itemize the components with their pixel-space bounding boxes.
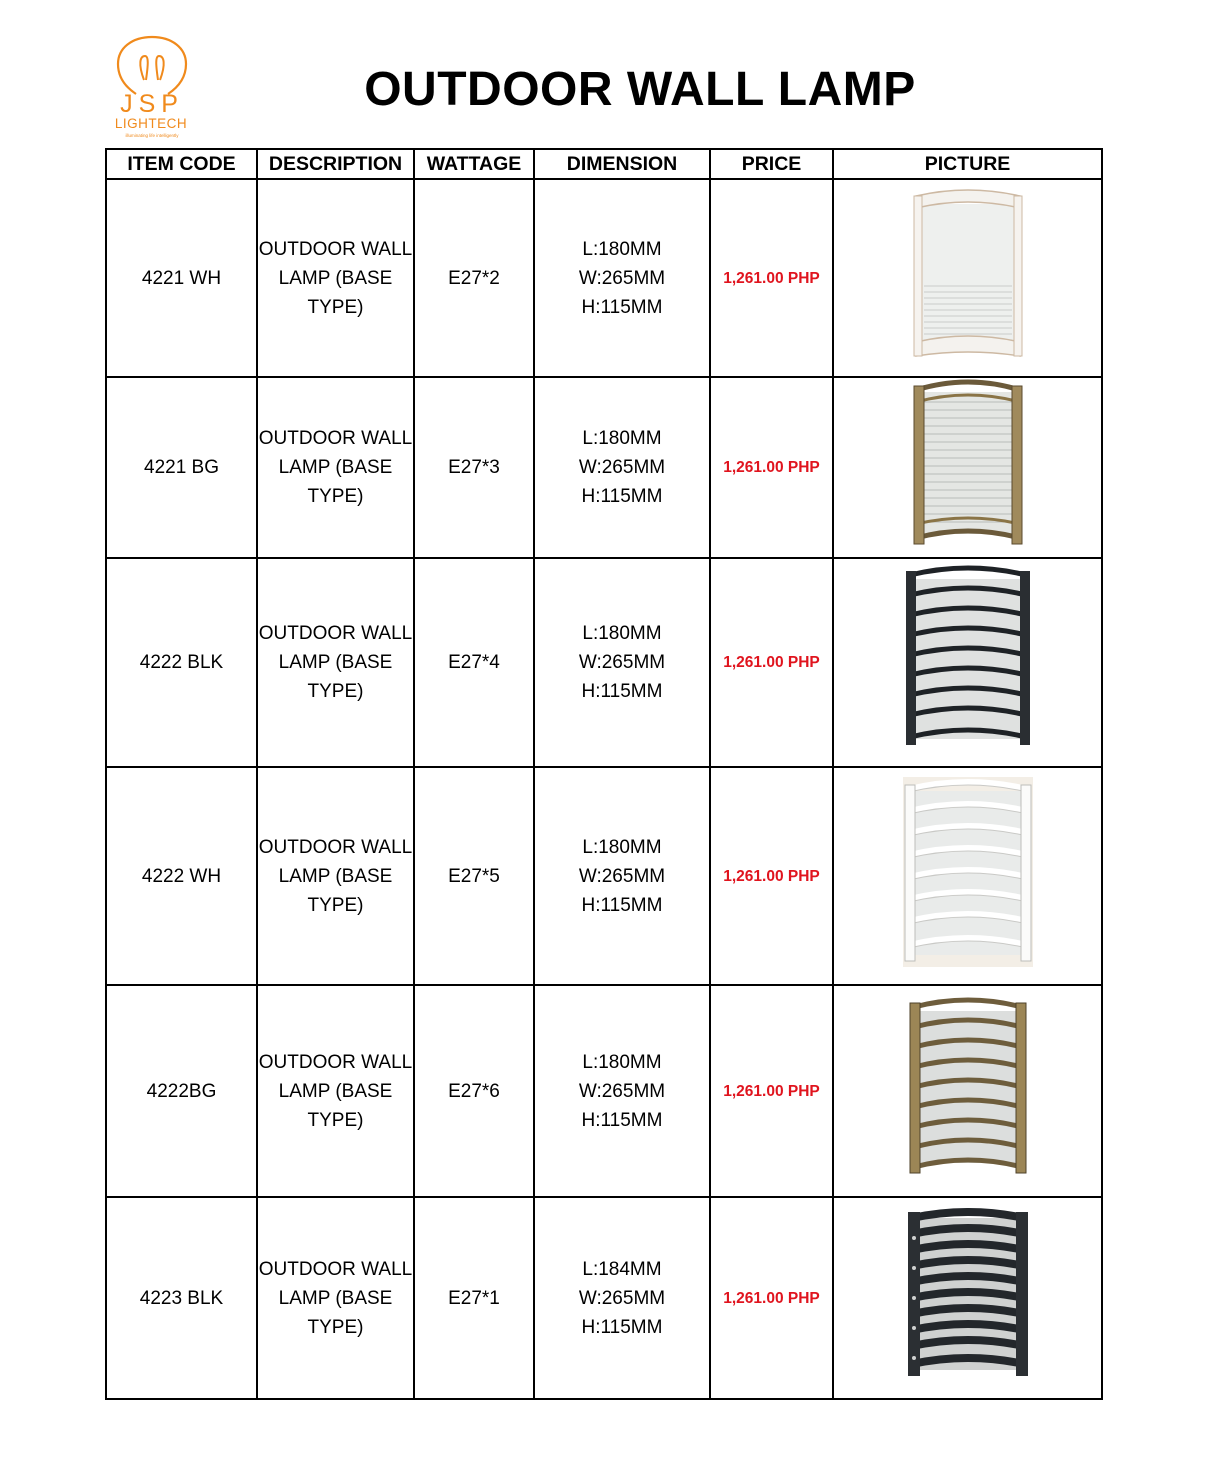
description-line: LAMP (BASE: [278, 652, 393, 673]
wattage: E27*2: [414, 179, 534, 377]
description-line: OUTDOOR WALL: [258, 1258, 413, 1280]
wattage: E27*5: [414, 767, 534, 985]
picture: [833, 179, 1102, 377]
dimension-length: L:180MM: [582, 623, 662, 644]
dimension-height: H:115MM: [581, 681, 663, 702]
picture: [833, 558, 1102, 767]
lamp-white-frame-image: [910, 186, 1026, 362]
header-item-code: ITEM CODE: [106, 149, 257, 179]
table-row: [106, 985, 1102, 1197]
table-row: [106, 179, 1102, 377]
description-line: OUTDOOR WALL: [258, 623, 413, 644]
description-line: OUTDOOR WALL: [258, 1051, 413, 1073]
item-code: 4221 BG: [106, 377, 257, 558]
price: 1,261.00 PHP: [710, 985, 833, 1197]
dimension-length: L:180MM: [582, 428, 662, 449]
brand-name: LIGHTECH: [114, 116, 188, 131]
dimension-length: L:180MM: [582, 238, 662, 260]
description-line: LAMP (BASE: [278, 1287, 393, 1309]
wattage: E27*1: [414, 1197, 534, 1399]
dimension-length: L:180MM: [582, 836, 662, 858]
dimension: [534, 767, 710, 985]
header-price: PRICE: [710, 149, 833, 179]
description-line: LAMP (BASE: [278, 457, 393, 478]
dimension: [534, 377, 710, 558]
price: 1,261.00 PHP: [710, 767, 833, 985]
description-line: TYPE): [307, 296, 364, 318]
dimension: [534, 179, 710, 377]
lamp-bronze-cage-image: [908, 997, 1028, 1177]
description-line: LAMP (BASE: [278, 865, 393, 887]
header-picture: PICTURE: [833, 149, 1102, 179]
description: [257, 377, 414, 558]
item-code: 4222 BLK: [106, 558, 257, 767]
item-code: 4222BG: [106, 985, 257, 1197]
table-row: [106, 377, 1102, 558]
description-line: TYPE): [307, 1109, 364, 1131]
header-description: DESCRIPTION: [257, 149, 414, 179]
description-line: TYPE): [307, 1316, 364, 1338]
description: [257, 767, 414, 985]
description: [257, 558, 414, 767]
picture: [833, 377, 1102, 558]
table-header-row: [106, 149, 1102, 179]
description-line: OUTDOOR WALL: [258, 428, 413, 449]
wattage: E27*3: [414, 377, 534, 558]
dimension-width: W:265MM: [578, 652, 666, 673]
lamp-black-cage-image: [904, 565, 1032, 751]
bulb-logo-icon: [106, 34, 198, 118]
svg-text:JSP: JSP: [120, 90, 184, 118]
description: [257, 179, 414, 377]
dimension-width: W:265MM: [578, 865, 666, 887]
picture: [833, 767, 1102, 985]
dimension-length: L:184MM: [582, 1258, 662, 1280]
description-line: LAMP (BASE: [278, 267, 393, 289]
product-table: [105, 148, 1103, 1400]
wattage: E27*6: [414, 985, 534, 1197]
dimension: [534, 558, 710, 767]
price: 1,261.00 PHP: [710, 179, 833, 377]
lamp-bronze-frame-image: [912, 378, 1024, 548]
price: 1,261.00 PHP: [710, 377, 833, 558]
dimension-width: W:265MM: [578, 1080, 666, 1102]
item-code: 4223 BLK: [106, 1197, 257, 1399]
lamp-white-cage-image: [903, 777, 1033, 967]
header-dimension: DIMENSION: [534, 149, 710, 179]
brand-tagline: illuminating life intelligently: [125, 133, 179, 138]
item-code: 4222 WH: [106, 767, 257, 985]
dimension-height: H:115MM: [581, 296, 663, 318]
description-line: LAMP (BASE: [278, 1080, 393, 1102]
item-code: 4221 WH: [106, 179, 257, 377]
dimension-height: H:115MM: [581, 1316, 663, 1338]
dimension-height: H:115MM: [581, 1109, 663, 1131]
wattage: E27*4: [414, 558, 534, 767]
picture: [833, 1197, 1102, 1399]
description: [257, 985, 414, 1197]
brand-logo: [106, 34, 198, 138]
dimension-width: W:265MM: [578, 1287, 666, 1309]
lamp-black-full-cage-image: [906, 1208, 1030, 1380]
price: 1,261.00 PHP: [710, 558, 833, 767]
dimension: [534, 1197, 710, 1399]
dimension-width: W:265MM: [578, 267, 666, 289]
dimension-height: H:115MM: [581, 894, 663, 916]
price: 1,261.00 PHP: [710, 1197, 833, 1399]
header-wattage: WATTAGE: [414, 149, 534, 179]
description: [257, 1197, 414, 1399]
dimension-length: L:180MM: [582, 1051, 662, 1073]
description-line: TYPE): [307, 681, 364, 702]
table-row: [106, 767, 1102, 985]
description-line: OUTDOOR WALL: [258, 836, 413, 858]
picture: [833, 985, 1102, 1197]
dimension: [534, 985, 710, 1197]
table-row: [106, 1197, 1102, 1399]
description-line: OUTDOOR WALL: [258, 238, 413, 260]
description-line: TYPE): [307, 486, 364, 507]
dimension-width: W:265MM: [578, 457, 666, 478]
dimension-height: H:115MM: [581, 486, 663, 507]
page-title: OUTDOOR WALL LAMP: [364, 63, 916, 116]
description-line: TYPE): [307, 894, 364, 916]
table-row: [106, 558, 1102, 767]
